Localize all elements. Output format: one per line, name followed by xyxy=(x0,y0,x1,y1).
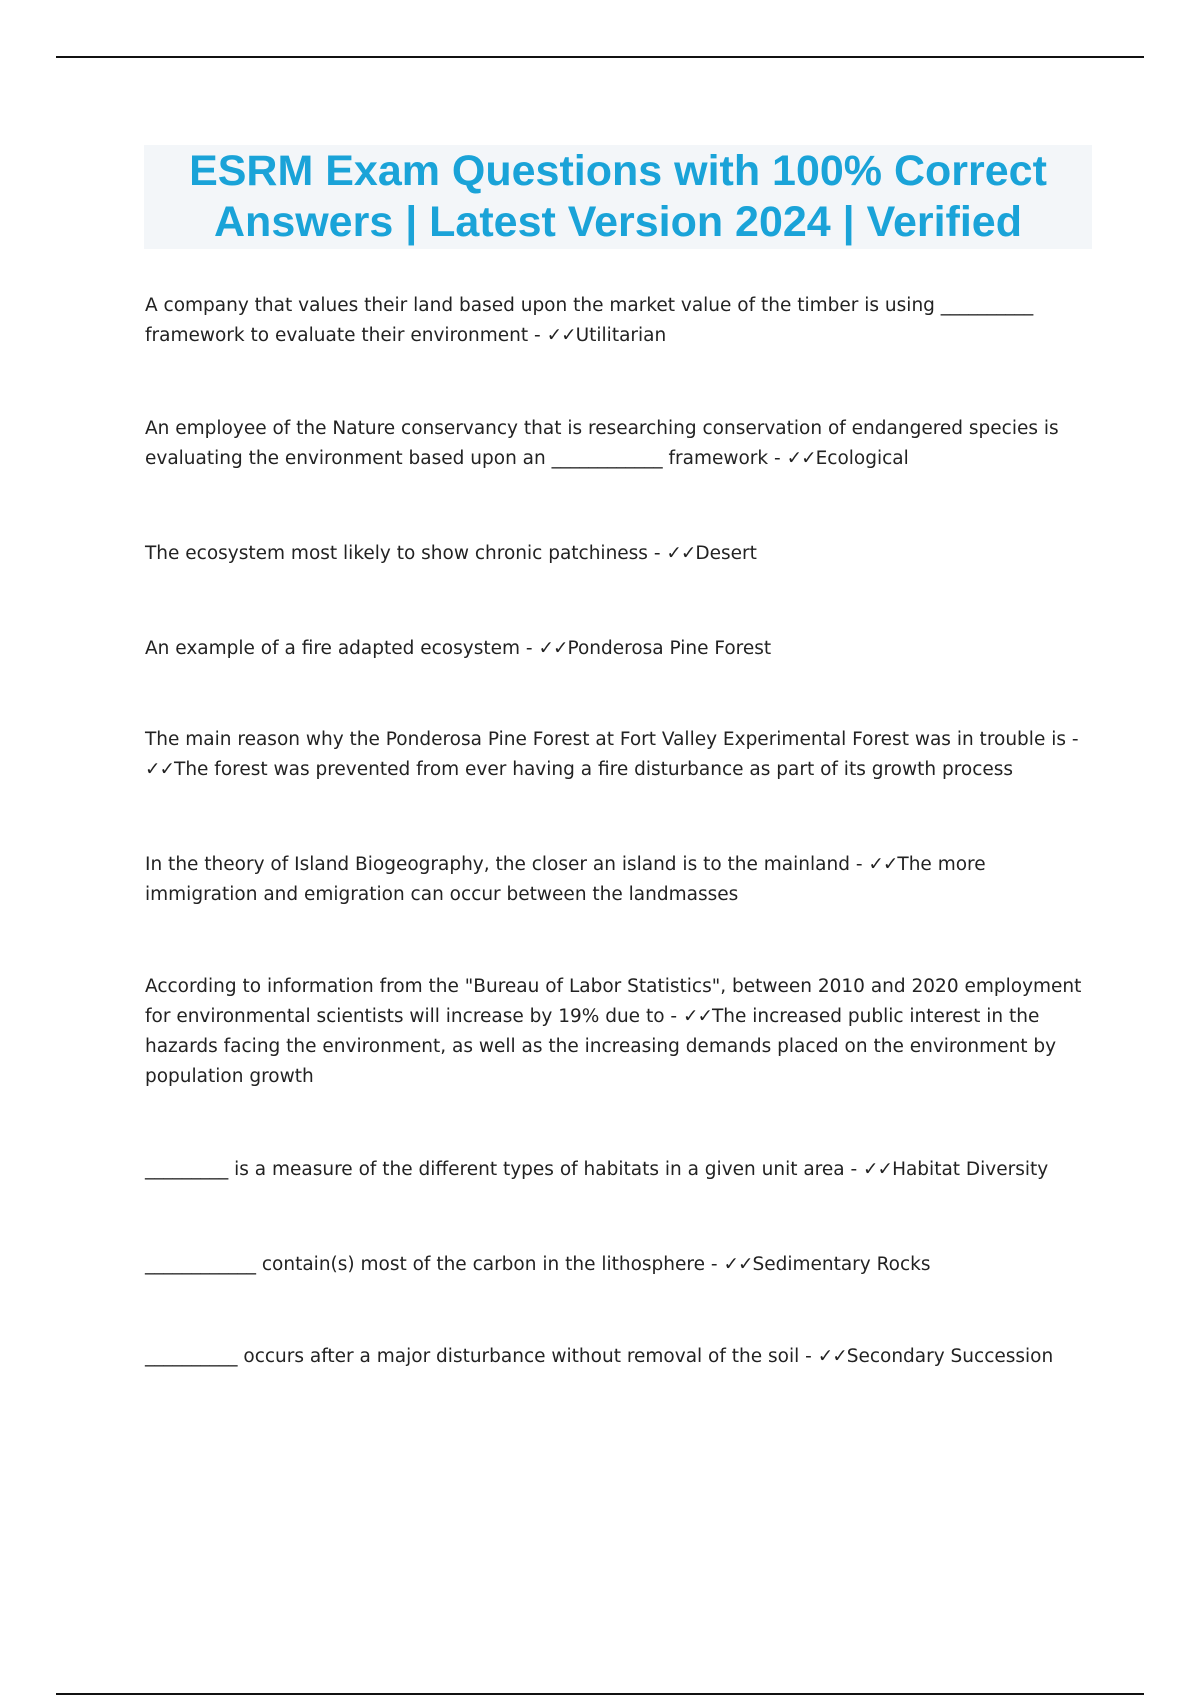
qa-item-6 xyxy=(145,850,1090,910)
check-icon: ✓✓ xyxy=(723,1254,753,1275)
check-icon: ✓✓ xyxy=(863,1159,893,1180)
answer-text: Desert xyxy=(695,543,757,564)
check-icon: ✓✓ xyxy=(666,543,696,564)
question-text: __________ occurs after a major disturbance without removal of the soil - xyxy=(145,1346,818,1367)
qa-item-4 xyxy=(145,634,1090,664)
top-rule xyxy=(56,56,1144,58)
question-text: A company that values their land based upon the market value of the timber is using __________ framework to evaluate their environment - xyxy=(145,295,1034,346)
qa-item-5 xyxy=(145,725,1090,785)
check-icon: ✓✓ xyxy=(546,325,576,346)
check-icon: ✓✓ xyxy=(682,1006,712,1027)
check-icon: ✓✓ xyxy=(817,1346,847,1367)
question-text: _________ is a measure of the different types of habitats in a given unit area - xyxy=(145,1159,864,1180)
question-text: The ecosystem most likely to show chronic patchiness - xyxy=(145,543,667,564)
document-title xyxy=(144,145,1092,249)
answer-text: The more immigration and emigration can occur between the landmasses xyxy=(145,854,986,905)
qa-item-7 xyxy=(145,972,1090,1092)
check-icon: ✓✓ xyxy=(145,759,175,780)
question-text: In the theory of Island Biogeography, the closer an island is to the mainland - xyxy=(145,854,869,875)
check-icon: ✓✓ xyxy=(868,854,898,875)
answer-text: Ecological xyxy=(815,448,909,469)
answer-text: Sedimentary Rocks xyxy=(752,1254,931,1275)
qa-item-1 xyxy=(145,291,1090,351)
answer-text: Secondary Succession xyxy=(846,1346,1054,1367)
qa-item-8 xyxy=(145,1155,1090,1185)
answer-text: The forest was prevented from ever having a fire disturbance as part of its growth process xyxy=(174,759,1014,780)
answer-text: Habitat Diversity xyxy=(892,1159,1049,1180)
bottom-rule xyxy=(56,1693,1144,1695)
question-text: The main reason why the Ponderosa Pine Forest at Fort Valley Experimental Forest was in trouble is - xyxy=(145,729,1079,750)
answer-text: Ponderosa Pine Forest xyxy=(567,638,772,659)
answer-text: The increased public interest in the hazards facing the environment, as well as the increasing demands placed on the environment by population growth xyxy=(145,1006,1057,1087)
check-icon: ✓✓ xyxy=(786,448,816,469)
qa-item-9 xyxy=(145,1250,1090,1280)
qa-item-10 xyxy=(145,1342,1090,1372)
question-text: An employee of the Nature conservancy that is researching conservation of endangered species is evaluating the environment based upon an ____________ framework - xyxy=(145,418,1059,469)
question-text: ____________ contain(s) most of the carbon in the lithosphere - xyxy=(145,1254,724,1275)
qa-item-3 xyxy=(145,539,1090,569)
question-text: An example of a fire adapted ecosystem - xyxy=(145,638,539,659)
question-text: According to information from the "Bureau of Labor Statistics", between 2010 and 2020 employment for environmental scientists will increase by 19% due to - xyxy=(145,976,1082,1027)
qa-item-2 xyxy=(145,414,1090,474)
answer-text: Utilitarian xyxy=(575,325,667,346)
title-line-1: ESRM Exam Questions with 100% Correct xyxy=(189,147,1047,195)
title-line-2: Answers | Latest Version 2024 | Verified xyxy=(214,198,1022,246)
check-icon: ✓✓ xyxy=(538,638,568,659)
